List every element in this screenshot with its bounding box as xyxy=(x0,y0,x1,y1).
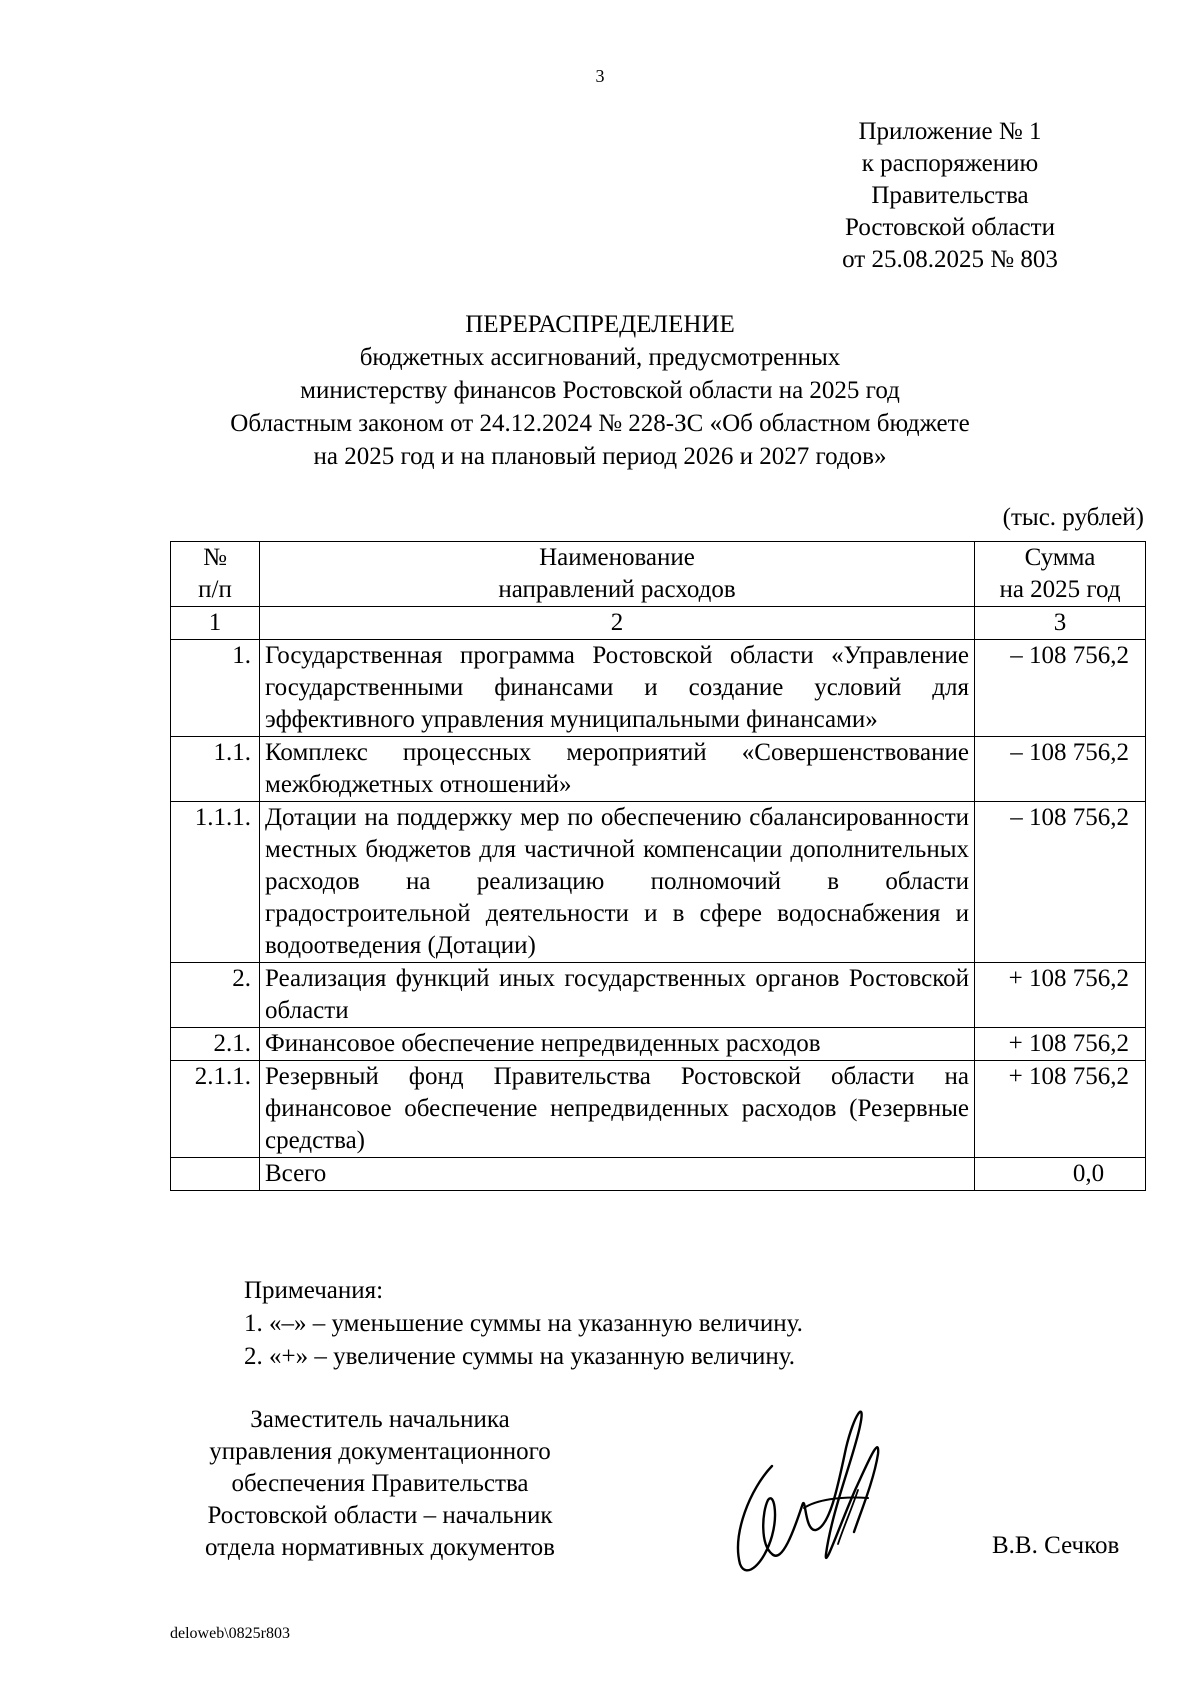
signer-title-line: Заместитель начальника xyxy=(250,1406,510,1433)
row-name: Комплекс процессных мероприятий «Совершенствование межбюджетных отношений» xyxy=(260,737,975,802)
row-num: 1. xyxy=(171,640,260,737)
row-num: 2. xyxy=(171,963,260,1028)
appendix-line: Ростовской области xyxy=(845,214,1055,241)
budget-table xyxy=(170,541,1146,1191)
column-number: 1 xyxy=(171,607,260,640)
column-number: 3 xyxy=(975,607,1146,640)
notes-title: Примечания: xyxy=(244,1277,384,1304)
table-row xyxy=(171,802,1146,963)
total-amount: 0,0 xyxy=(975,1158,1146,1191)
table-row xyxy=(171,737,1146,802)
notes xyxy=(244,1274,803,1373)
page-number: 3 xyxy=(595,66,605,86)
title-line: бюджетных ассигнований, предусмотренных xyxy=(359,344,841,371)
header-sum-line: Сумма xyxy=(1024,544,1096,571)
header-name-line: Наименование xyxy=(539,544,695,571)
column-number-row xyxy=(171,607,1146,640)
appendix-stamp xyxy=(800,116,1100,276)
row-amount: – 108 756,2 xyxy=(975,737,1146,802)
appendix-line: Приложение № 1 xyxy=(858,118,1042,145)
row-name: Резервный фонд Правительства Ростовской области на финансовое обеспечение непредвиденных расходов (Резервные средства) xyxy=(260,1061,975,1158)
row-name: Реализация функций иных государственных органов Ростовской области xyxy=(260,963,975,1028)
title-line: министерству финансов Ростовской области на 2025 год xyxy=(300,377,900,404)
signer-title-line: отдела нормативных документов xyxy=(205,1534,555,1561)
title-line: на 2025 год и на плановый период 2026 и 2027 годов» xyxy=(313,443,887,470)
row-amount: + 108 756,2 xyxy=(975,963,1146,1028)
handwritten-signature xyxy=(720,1404,900,1584)
total-num xyxy=(171,1158,260,1191)
header-num-line: № xyxy=(203,544,227,571)
header-sum-line: на 2025 год xyxy=(999,576,1121,603)
header-name xyxy=(260,542,975,607)
row-amount: – 108 756,2 xyxy=(975,640,1146,737)
signer-title-line: управления документационного xyxy=(209,1438,551,1465)
row-num: 2.1. xyxy=(171,1028,260,1061)
row-name: Дотации на поддержку мер по обеспечению сбалансированности местных бюджетов для частичной компенсации дополнительных расходов на реализацию полномочий в области градостроительной деятельности и в сфере водоснабжения и водоотведения (Дотации) xyxy=(260,802,975,963)
header-num xyxy=(171,542,260,607)
note-item: 2. «+» – увеличение суммы на указанную величину. xyxy=(244,1343,796,1370)
note-item: 1. «–» – уменьшение суммы на указанную величину. xyxy=(244,1310,803,1337)
title-heading: ПЕРЕРАСПРЕДЕЛЕНИЕ xyxy=(465,311,735,338)
table-row xyxy=(171,1061,1146,1158)
units-label: (тыс. рублей) xyxy=(1002,504,1144,531)
signer-title xyxy=(170,1404,590,1564)
total-row xyxy=(171,1158,1146,1191)
appendix-line: к распоряжению xyxy=(861,150,1039,177)
header-sum xyxy=(975,542,1146,607)
row-amount: + 108 756,2 xyxy=(975,1061,1146,1158)
table-row xyxy=(171,1028,1146,1061)
row-amount: – 108 756,2 xyxy=(975,802,1146,963)
file-reference: deloweb\0825r803 xyxy=(170,1625,290,1642)
table-row xyxy=(171,963,1146,1028)
row-num: 2.1.1. xyxy=(171,1061,260,1158)
row-num: 1.1.1. xyxy=(171,802,260,963)
signer-title-line: Ростовской области – начальник xyxy=(207,1502,553,1529)
appendix-line: от 25.08.2025 № 803 xyxy=(842,246,1058,273)
signer-title-line: обеспечения Правительства xyxy=(231,1470,529,1497)
total-label: Всего xyxy=(260,1158,975,1191)
column-number: 2 xyxy=(260,607,975,640)
row-amount: + 108 756,2 xyxy=(975,1028,1146,1061)
row-name: Государственная программа Ростовской области «Управление государственными финансами и создание условий для эффективного управления муниципальными финансами» xyxy=(260,640,975,737)
signer-name: В.В. Сечков xyxy=(992,1532,1120,1559)
appendix-line: Правительства xyxy=(871,182,1029,209)
row-num: 1.1. xyxy=(171,737,260,802)
table-row xyxy=(171,640,1146,737)
row-name: Финансовое обеспечение непредвиденных расходов xyxy=(260,1028,975,1061)
header-num-line: п/п xyxy=(198,576,232,603)
header-name-line: направлений расходов xyxy=(498,576,736,603)
document-title xyxy=(0,308,1200,473)
title-line: Областным законом от 24.12.2024 № 228-ЗС «Об областном бюджете xyxy=(230,410,970,437)
table-header-row xyxy=(171,542,1146,607)
